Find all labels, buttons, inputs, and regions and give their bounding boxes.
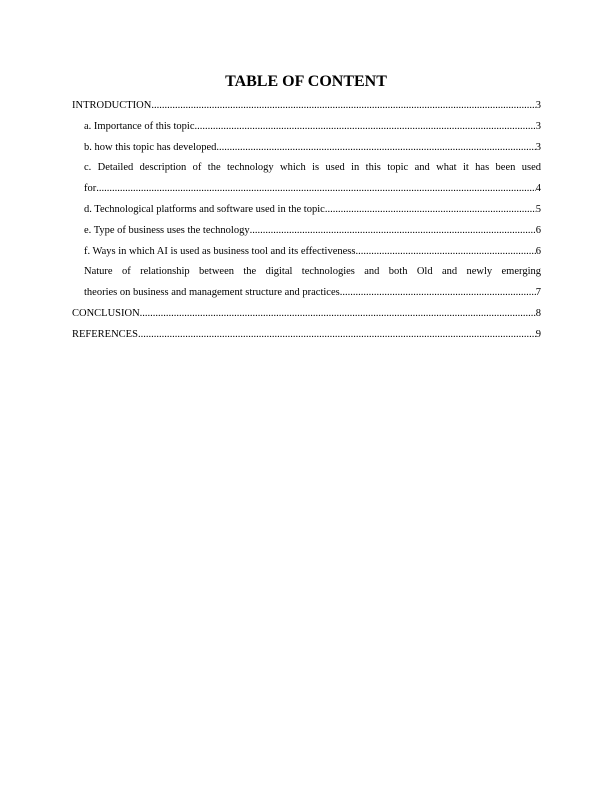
toc-entry-text: e. Type of business uses the technology: [84, 224, 250, 236]
toc-entry-conclusion[interactable]: [72, 304, 541, 325]
toc-entry-technology-description[interactable]: [72, 158, 541, 200]
toc-entry-introduction[interactable]: [72, 96, 541, 117]
toc-page-number: 5: [535, 203, 541, 215]
toc-entry-platforms[interactable]: [72, 200, 541, 221]
toc-entry-text: f. Ways in which AI is used as business tool and its effectiveness: [84, 245, 356, 257]
toc-page-number: 9: [535, 328, 541, 340]
toc-entry-ai-business-tool[interactable]: [72, 242, 541, 263]
toc-entry-text-line1: c. Detailed description of the technology which is used in this topic and what it has been used: [84, 162, 541, 174]
dot-leader: [195, 117, 536, 138]
toc-entry-importance[interactable]: [72, 117, 541, 138]
toc-page-number: 3: [535, 141, 541, 153]
dot-leader: [250, 221, 536, 242]
toc-entry-references[interactable]: [72, 325, 541, 346]
toc-page-number: 6: [535, 245, 541, 257]
dot-leader: [216, 138, 535, 159]
toc-page-number: 4: [535, 183, 541, 195]
toc-entry-continuation: [84, 283, 541, 304]
dot-leader: [138, 325, 536, 346]
dot-leader: [325, 200, 536, 221]
toc-entry-text: REFERENCES: [72, 328, 138, 340]
toc-entry-nature-of-relationship[interactable]: [72, 262, 541, 304]
toc-entry-text: a. Importance of this topic: [84, 120, 195, 132]
dot-leader: [96, 179, 536, 200]
toc-entry-text-line1: Nature of relationship between the digital technologies and both Old and newly emerging: [84, 266, 541, 278]
toc-entry-text: CONCLUSION: [72, 307, 140, 319]
toc-entry-text: INTRODUCTION: [72, 100, 152, 111]
toc-entry-text: b. how this topic has developed: [84, 141, 217, 153]
toc-title: TABLE OF CONTENT: [225, 73, 387, 90]
toc-entry-continuation: [84, 179, 541, 200]
toc-entry-business-type[interactable]: [72, 221, 541, 242]
dot-leader: [151, 96, 535, 117]
toc-entry-development[interactable]: [72, 138, 541, 159]
dot-leader: [340, 283, 536, 304]
toc-entry-text-line2: theories on business and management structure and practices: [84, 287, 340, 299]
dot-leader: [355, 242, 535, 263]
toc-page-number: 3: [535, 120, 541, 132]
table-of-contents: [72, 96, 541, 346]
toc-page-number: 8: [535, 307, 541, 319]
toc-page-number: 3: [535, 100, 541, 111]
toc-page-number: 7: [535, 287, 541, 299]
dot-leader: [140, 304, 536, 325]
toc-entry-text-line2: for: [84, 183, 97, 195]
toc-entry-text: d. Technological platforms and software used in the topic: [84, 203, 325, 215]
toc-page-number: 6: [535, 224, 541, 236]
